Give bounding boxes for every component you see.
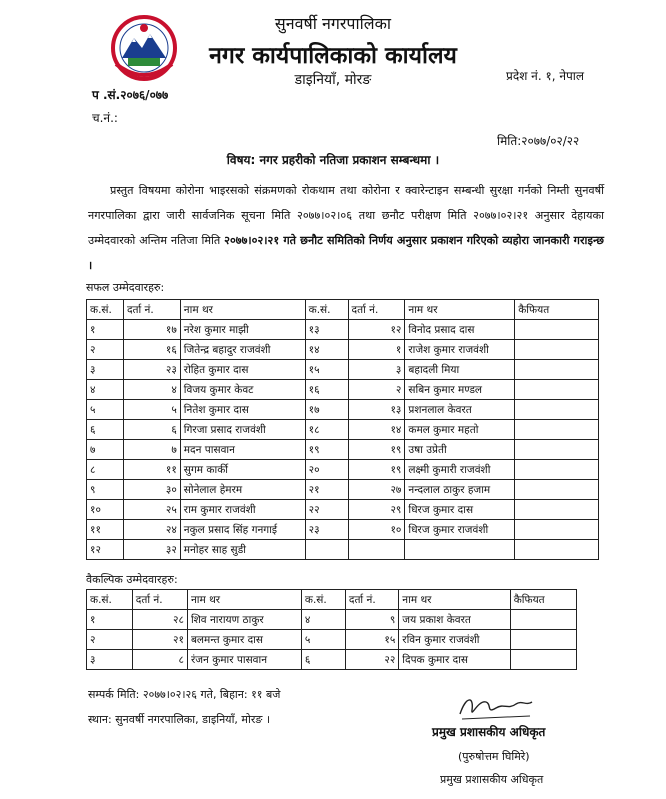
- table-cell: नकुल प्रसाद सिंह गनगाई: [180, 520, 305, 540]
- table-cell: १८: [305, 420, 348, 440]
- signed-designation: प्रमुख प्रशासकीय अधिकृत: [432, 725, 546, 739]
- table-cell: सोनेलाल हेमरम: [180, 480, 305, 500]
- table-cell: [515, 360, 599, 380]
- body-bold-text: २०७७।०२।२१ गते छनौट समितिको निर्णय अनुसार प्रकाशन गरिएको व्यहोरा जानकारी गराइन्छ ।: [88, 234, 604, 272]
- successful-section-title: सफल उम्मेदवारहरु:: [86, 281, 165, 294]
- office-location: डाइनियाँ, मोरङ: [294, 72, 372, 88]
- table-cell: ३०: [123, 480, 180, 500]
- table-cell: उषा उप्रेती: [405, 440, 515, 460]
- alternate-candidates-table: [86, 589, 577, 670]
- table-cell: २४: [123, 520, 180, 540]
- column-header: कैफियत: [510, 590, 576, 610]
- table-header-row: [87, 300, 599, 320]
- column-header: क.सं.: [301, 590, 345, 610]
- table-cell: १७: [305, 400, 348, 420]
- table-cell: २३: [305, 520, 348, 540]
- table-cell: २३: [123, 360, 180, 380]
- table-cell: २१: [132, 630, 187, 650]
- table-cell: ३: [87, 360, 124, 380]
- table-cell: [510, 610, 576, 630]
- table-cell: २५: [123, 500, 180, 520]
- table-cell: [515, 500, 599, 520]
- column-header: दर्ता नं.: [348, 300, 405, 320]
- table-cell: [515, 480, 599, 500]
- table-cell: १२: [87, 540, 124, 560]
- table-cell: लक्ष्मी कुमारी राजवंशी: [405, 460, 515, 480]
- body-paragraph: [88, 178, 604, 278]
- table-cell: [348, 540, 405, 560]
- table-cell: १: [348, 340, 405, 360]
- table-cell: १७: [123, 320, 180, 340]
- table-cell: राजेश कुमार राजवंशी: [405, 340, 515, 360]
- table-row: [87, 500, 599, 520]
- table-header-row: [87, 590, 577, 610]
- alternate-section-title: वैकल्पिक उम्मेदवारहरु:: [86, 573, 178, 586]
- table-cell: १३: [348, 400, 405, 420]
- officer-name: (पुरुषोत्तम घिमिरे): [458, 750, 530, 763]
- table-row: [87, 480, 599, 500]
- table-cell: ९: [87, 480, 124, 500]
- table-cell: २८: [132, 610, 187, 630]
- table-cell: मदन पासवान: [180, 440, 305, 460]
- table-cell: रंजन कुमार पासवान: [187, 650, 301, 670]
- table-cell: १६: [123, 340, 180, 360]
- column-header: नाम थर: [399, 590, 510, 610]
- municipality-name: सुनवर्षी नगरपालिका: [274, 14, 392, 33]
- table-cell: राम कुमार राजवंशी: [180, 500, 305, 520]
- table-row: [87, 520, 599, 540]
- table-cell: रोहित कुमार दास: [180, 360, 305, 380]
- table-cell: [510, 650, 576, 670]
- table-cell: २: [87, 340, 124, 360]
- table-cell: [515, 380, 599, 400]
- table-cell: १५: [345, 630, 398, 650]
- table-cell: ५: [301, 630, 345, 650]
- table-cell: २: [87, 630, 133, 650]
- table-cell: १: [87, 610, 133, 630]
- table-row: [87, 540, 599, 560]
- table-cell: १६: [305, 380, 348, 400]
- table-cell: १०: [87, 500, 124, 520]
- table-cell: [515, 460, 599, 480]
- table-cell: [515, 520, 599, 540]
- table-cell: नरेश कुमार माझी: [180, 320, 305, 340]
- table-cell: १४: [305, 340, 348, 360]
- table-cell: रविन कुमार राजवंशी: [399, 630, 510, 650]
- table-cell: २: [348, 380, 405, 400]
- table-row: [87, 650, 577, 670]
- table-cell: ५: [87, 400, 124, 420]
- table-cell: १५: [305, 360, 348, 380]
- table-cell: कमल कुमार महतो: [405, 420, 515, 440]
- table-row: [87, 380, 599, 400]
- officer-designation: प्रमुख प्रशासकीय अधिकृत: [440, 773, 544, 786]
- table-cell: विजय कुमार केवट: [180, 380, 305, 400]
- table-cell: प्रशनलाल केवरत: [405, 400, 515, 420]
- table-cell: मनोहर साह सुडी: [180, 540, 305, 560]
- table-cell: गिरजा प्रसाद राजवंशी: [180, 420, 305, 440]
- table-cell: ८: [87, 460, 124, 480]
- table-cell: १२: [348, 320, 405, 340]
- table-row: [87, 460, 599, 480]
- table-cell: [515, 340, 599, 360]
- table-cell: नितेश कुमार दास: [180, 400, 305, 420]
- column-header: कैफियत: [515, 300, 599, 320]
- table-cell: १३: [305, 320, 348, 340]
- table-row: [87, 340, 599, 360]
- contact-date: सम्पर्क मिति: २०७७।०२।२६ गते, बिहान: ११ बजे: [88, 688, 281, 701]
- column-header: दर्ता नं.: [132, 590, 187, 610]
- table-cell: १९: [305, 440, 348, 460]
- body-text: प्रस्तुत विषयमा कोरोना भाइरसको संक्रमणको रोकथाम तथा कोरोना र क्वारेन्टाइन सम्बन्धी सुरक्षा गर्नको निम्ती सुनवर्षी नगरपालिका द्वारा जारी सार्वजनिक सूचना मिति २०७७।०२।०६ तथा छनौट परीक्षण मिति २०७७।०२।२१ अनुसार देहायका उम्मेदवारको अन्तिम नतिजा मिति: [88, 184, 604, 247]
- signature-icon: [456, 692, 536, 722]
- table-cell: १९: [348, 440, 405, 460]
- table-row: [87, 400, 599, 420]
- table-cell: ५: [123, 400, 180, 420]
- office-name: नगर कार्यपालिकाको कार्यालय: [209, 43, 457, 69]
- successful-candidates-table: [86, 299, 599, 560]
- table-cell: १४: [348, 420, 405, 440]
- table-row: [87, 320, 599, 340]
- table-cell: ४: [87, 380, 124, 400]
- table-cell: ६: [87, 420, 124, 440]
- table-cell: [510, 630, 576, 650]
- table-cell: ११: [87, 520, 124, 540]
- column-header: क.सं.: [87, 590, 133, 610]
- letter-date: मिति:२०७७/०२/२२: [497, 134, 580, 148]
- column-header: नाम थर: [405, 300, 515, 320]
- province-label: प्रदेश नं. १, नेपाल: [506, 69, 585, 83]
- table-cell: नन्दलाल ठाकुर हजाम: [405, 480, 515, 500]
- contact-place: स्थान: सुनवर्षी नगरपालिका, डाइनियाँ, मोरङ ।: [88, 713, 271, 726]
- column-header: नाम थर: [180, 300, 305, 320]
- table-cell: ११: [123, 460, 180, 480]
- column-header: क.सं.: [305, 300, 348, 320]
- table-cell: ४: [123, 380, 180, 400]
- table-cell: बहादली मिया: [405, 360, 515, 380]
- table-cell: ३: [87, 650, 133, 670]
- table-row: [87, 360, 599, 380]
- table-cell: विनोद प्रसाद दास: [405, 320, 515, 340]
- subject-line: विषय: नगर प्रहरीको नतिजा प्रकाशन सम्बन्धमा ।: [226, 153, 440, 167]
- table-cell: [515, 540, 599, 560]
- table-cell: २१: [305, 480, 348, 500]
- table-cell: २२: [345, 650, 398, 670]
- table-cell: धिरज कुमार दास: [405, 500, 515, 520]
- table-cell: दिपक कुमार दास: [399, 650, 510, 670]
- table-cell: [515, 400, 599, 420]
- table-row: [87, 440, 599, 460]
- table-cell: २९: [348, 500, 405, 520]
- table-cell: ९: [345, 610, 398, 630]
- table-cell: सुगम कार्की: [180, 460, 305, 480]
- table-cell: ६: [301, 650, 345, 670]
- column-header: दर्ता नं.: [123, 300, 180, 320]
- table-cell: ३: [348, 360, 405, 380]
- table-cell: ७: [87, 440, 124, 460]
- table-cell: ६: [123, 420, 180, 440]
- table-cell: [405, 540, 515, 560]
- table-cell: ४: [301, 610, 345, 630]
- column-header: दर्ता नं.: [345, 590, 398, 610]
- table-cell: शिव नारायण ठाकुर: [187, 610, 301, 630]
- table-cell: १०: [348, 520, 405, 540]
- letter-reference-number: प .सं.२०७६/०७७: [92, 88, 169, 102]
- table-cell: धिरज कुमार राजवंशी: [405, 520, 515, 540]
- table-cell: २२: [305, 500, 348, 520]
- table-cell: ३२: [123, 540, 180, 560]
- table-row: [87, 420, 599, 440]
- table-row: [87, 610, 577, 630]
- column-header: नाम थर: [187, 590, 301, 610]
- table-cell: सबिन कुमार मण्डल: [405, 380, 515, 400]
- dispatch-number: च.नं.:: [92, 111, 118, 125]
- table-cell: [515, 440, 599, 460]
- table-cell: २७: [348, 480, 405, 500]
- table-cell: १: [87, 320, 124, 340]
- column-header: क.सं.: [87, 300, 124, 320]
- table-cell: ८: [132, 650, 187, 670]
- table-row: [87, 630, 577, 650]
- table-cell: २०: [305, 460, 348, 480]
- table-cell: बलमन्त कुमार दास: [187, 630, 301, 650]
- table-cell: जितेन्द्र बहादुर राजवंशी: [180, 340, 305, 360]
- table-cell: [515, 320, 599, 340]
- table-cell: १९: [348, 460, 405, 480]
- table-cell: [305, 540, 348, 560]
- table-cell: जय प्रकाश केवरत: [399, 610, 510, 630]
- table-cell: ७: [123, 440, 180, 460]
- table-cell: [515, 420, 599, 440]
